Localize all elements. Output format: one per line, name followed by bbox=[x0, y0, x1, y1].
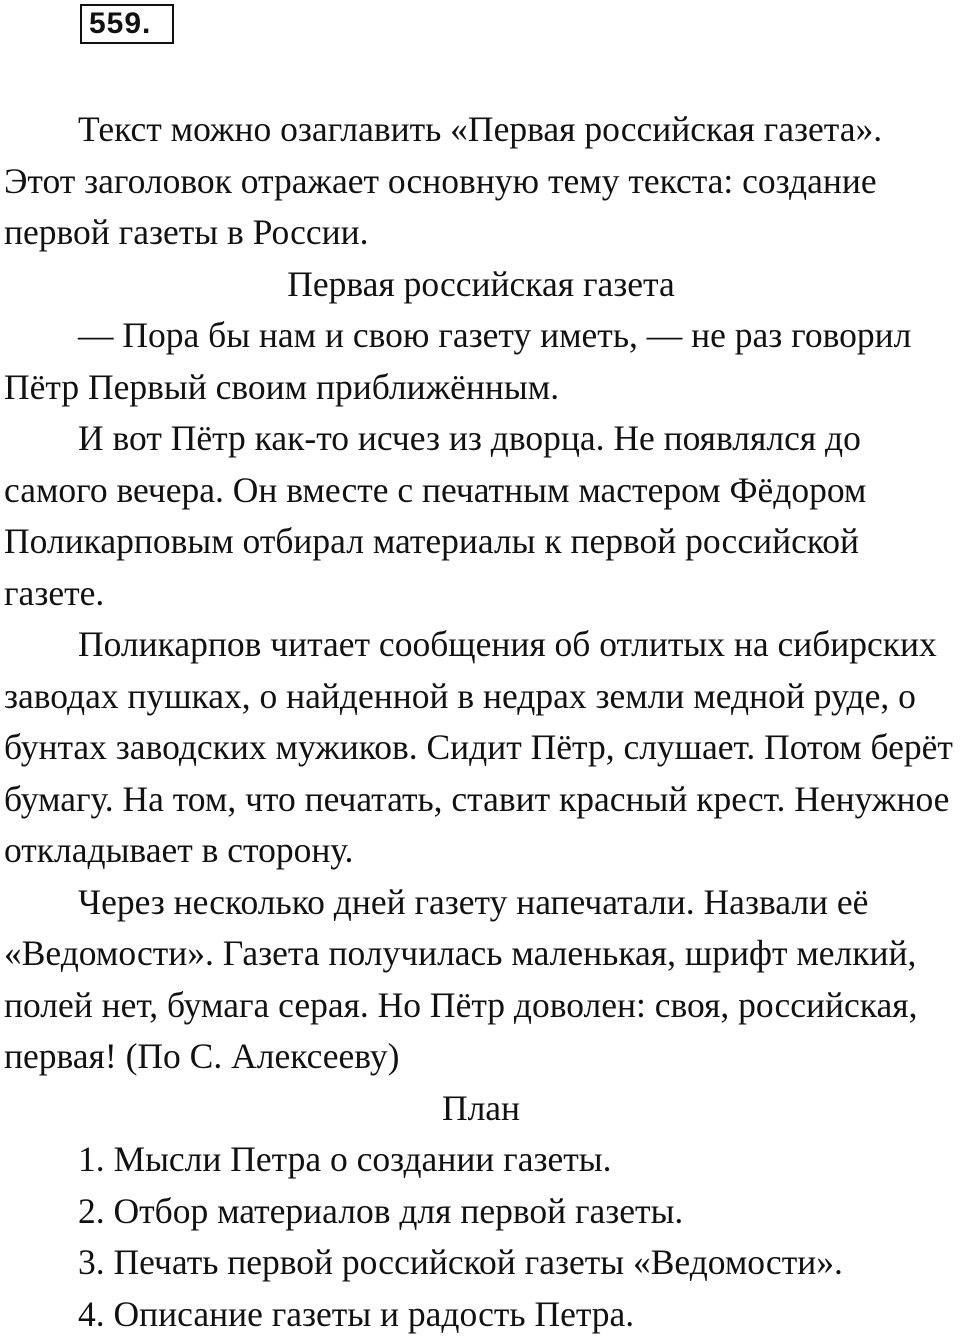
plan-item-3: 3. Печать первой российской газеты «Ведомости». bbox=[4, 1237, 958, 1289]
story-paragraph-1: — Пора бы нам и свою газету иметь, — не раз говорил Пётр Первый своим приближённым. bbox=[4, 310, 958, 413]
plan-title: План bbox=[4, 1083, 958, 1135]
intro-paragraph: Текст можно озаглавить «Первая российская газета». Этот заголовок отражает основную тему текста: создание первой газеты в России. bbox=[4, 104, 958, 259]
story-title: Первая российская газета bbox=[4, 259, 958, 311]
exercise-number: 559. bbox=[80, 4, 174, 44]
answer-text bbox=[4, 104, 958, 1340]
plan-item-2: 2. Отбор материалов для первой газеты. bbox=[4, 1186, 958, 1238]
story-paragraph-2: И вот Пётр как-то исчез из дворца. Не появлялся до самого вечера. Он вместе с печатным мастером Фёдором Поликарповым отбирал материалы к первой российской газете. bbox=[4, 413, 958, 619]
plan-list bbox=[4, 1134, 958, 1340]
story-paragraph-3: Поликарпов читает сообщения об отлитых на сибирских заводах пушках, о найденной в недрах земли медной руде, о бунтах заводских мужиков. Сидит Пётр, слушает. Потом берёт бумагу. На том, что печатать, ставит красный крест. Ненужное откладывает в сторону. bbox=[4, 619, 958, 877]
story-paragraph-4: Через несколько дней газету напечатали. Назвали её «Ведомости». Газета получилась маленькая, шрифт мелкий, полей нет, бумага серая. Но Пётр доволен: своя, российская, первая! (По С. Алексееву) bbox=[4, 877, 958, 1083]
plan-item-4: 4. Описание газеты и радость Петра. bbox=[4, 1289, 958, 1340]
plan-item-1: 1. Мысли Петра о создании газеты. bbox=[4, 1134, 958, 1186]
